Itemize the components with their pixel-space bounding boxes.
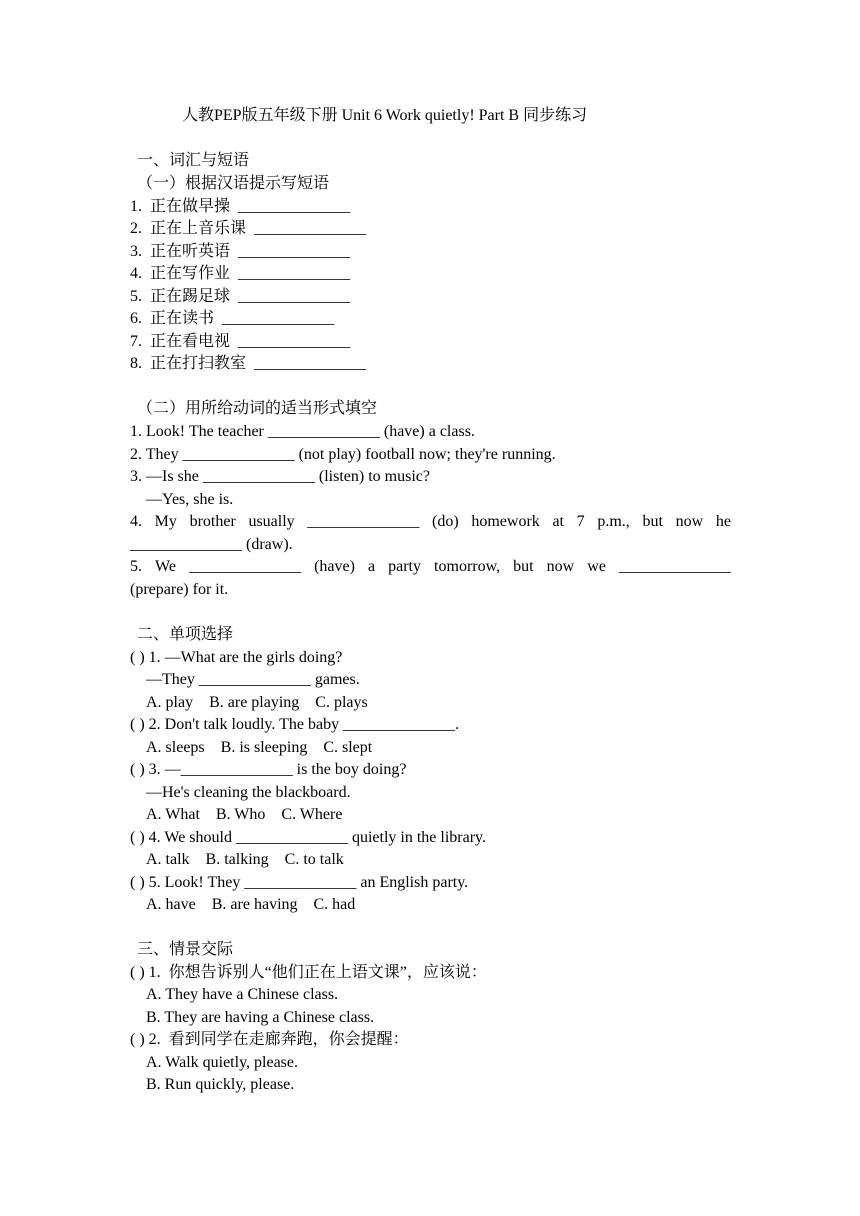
mc-question-4: ( ) 4. We should ______________ quietly in the library. — [130, 829, 486, 846]
phrase-item: 8. 正在打扫教室 ______________ — [130, 355, 367, 372]
phrase-item: 6. 正在读书 ______________ — [130, 310, 335, 327]
scenario-option-2b: B. Run quickly, please. — [146, 1076, 295, 1093]
section3-heading: 三、情景交际 — [137, 941, 234, 958]
mc-question-1-line2: —They ______________ games. — [146, 671, 360, 688]
mc-question-1: ( ) 1. —What are the girls doing? — [130, 649, 343, 666]
fill-item-4-cont: ______________ (draw). — [130, 536, 293, 553]
section1-heading: 一、词汇与短语 — [137, 152, 250, 169]
mc-question-3: ( ) 3. —______________ is the boy doing? — [130, 761, 407, 778]
scenario-question-2: ( ) 2. 看到同学在走廊奔跑，你会提醒： — [130, 1031, 409, 1048]
fill-item-1: 1. Look! The teacher ______________ (have) a class. — [130, 423, 475, 440]
page-title: 人教PEP版五年级下册 Unit 6 Work quietly! Part B 同步练习 — [182, 107, 588, 124]
mc-question-2: ( ) 2. Don't talk loudly. The baby ______________. — [130, 716, 460, 733]
mc-question-5: ( ) 5. Look! They ______________ an English party. — [130, 874, 469, 891]
phrase-item: 7. 正在看电视 ______________ — [130, 333, 351, 350]
mc-question-3-line2: —He's cleaning the blackboard. — [146, 784, 351, 801]
phrase-item: 5. 正在踢足球 ______________ — [130, 288, 351, 305]
mc-options-2: A. sleeps B. is sleeping C. slept — [146, 739, 373, 756]
scenario-option-1a: A. They have a Chinese class. — [146, 986, 339, 1003]
phrase-item: 4. 正在写作业 ______________ — [130, 265, 351, 282]
scenario-option-1b: B. They are having a Chinese class. — [146, 1009, 375, 1026]
scenario-option-2a: A. Walk quietly, please. — [146, 1054, 299, 1071]
part2-heading: （二）用所给动词的适当形式填空 — [137, 400, 378, 417]
section2-heading: 二、单项选择 — [137, 626, 234, 643]
fill-item-5: 5. We ______________ (have) a party tomorrow, but now we ______________ — [130, 558, 731, 575]
fill-item-5-cont: (prepare) for it. — [130, 581, 229, 598]
part1-heading: （一）根据汉语提示写短语 — [137, 175, 330, 192]
phrase-item: 3. 正在听英语 ______________ — [130, 243, 351, 260]
scenario-question-1: ( ) 1. 你想告诉别人“他们正在上语文课”，应该说： — [130, 964, 487, 981]
fill-item-3: 3. —Is she ______________ (listen) to music? — [130, 468, 430, 485]
fill-item-2: 2. They ______________ (not play) football now; they're running. — [130, 446, 556, 463]
mc-options-1: A. play B. are playing C. plays — [146, 694, 368, 711]
fill-item-3-answer: —Yes, she is. — [146, 491, 234, 508]
fill-item-4: 4. My brother usually ______________ (do) homework at 7 p.m., but now he — [130, 513, 731, 530]
phrase-item: 2. 正在上音乐课 ______________ — [130, 220, 367, 237]
mc-options-3: A. What B. Who C. Where — [146, 806, 343, 823]
phrase-item: 1. 正在做早操 ______________ — [130, 198, 351, 215]
mc-options-5: A. have B. are having C. had — [146, 896, 356, 913]
mc-options-4: A. talk B. talking C. to talk — [146, 851, 344, 868]
